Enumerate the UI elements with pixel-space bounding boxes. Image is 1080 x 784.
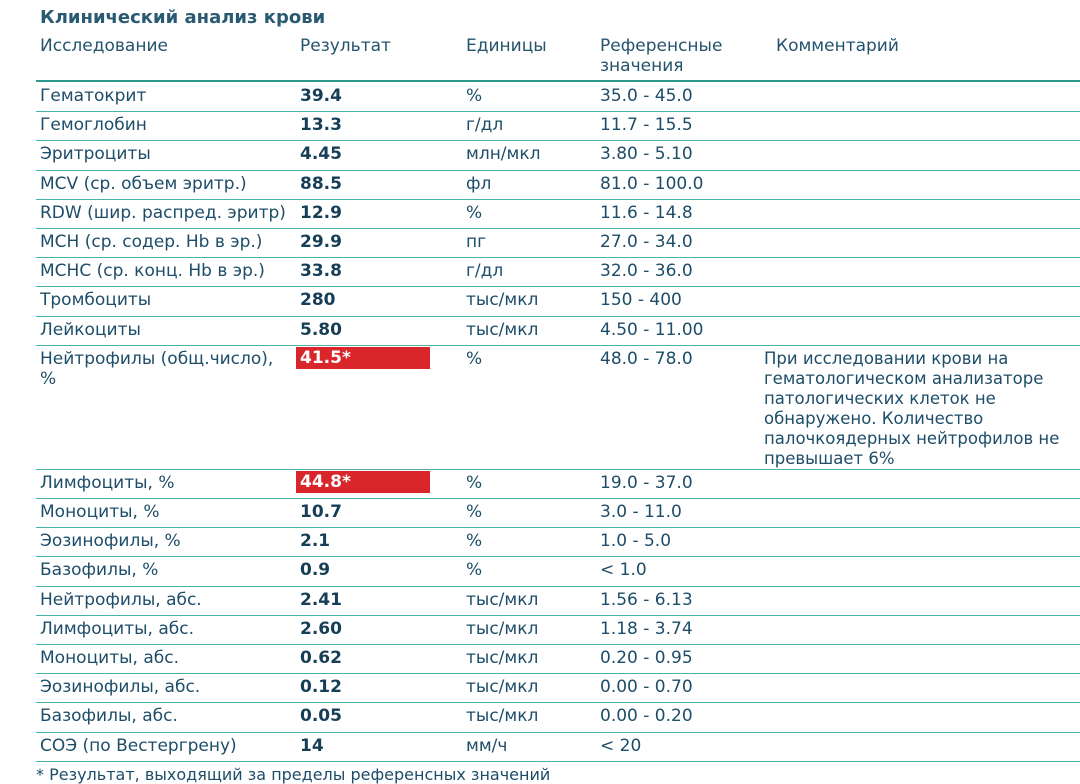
table-row (36, 527, 1080, 557)
reference-range: 19.0 - 37.0 (600, 472, 693, 493)
reference-range: 1.18 - 3.74 (600, 618, 693, 639)
test-name: Моноциты, % (40, 502, 160, 522)
reference-range: 4.50 - 11.00 (600, 319, 704, 340)
column-header-result: Результат (300, 36, 391, 56)
result-value: 0.9 (300, 560, 331, 581)
table-row (36, 111, 1080, 141)
table-header (0, 34, 1080, 82)
units: тыс/мкл (466, 319, 539, 340)
table-row (36, 228, 1080, 258)
units: тыс/мкл (466, 618, 539, 639)
result-value: 13.3 (300, 115, 342, 136)
result-value: 2.41 (300, 589, 342, 610)
units: млн/мкл (466, 144, 541, 165)
result-value: 0.62 (300, 648, 342, 668)
reference-range: < 20 (600, 735, 642, 756)
units: % (466, 348, 483, 369)
reference-range: 1.56 - 6.13 (600, 589, 693, 610)
column-header-test: Исследование (40, 36, 168, 56)
units: % (466, 502, 483, 522)
test-name: Базофилы, % (40, 560, 159, 581)
result-value-flagged: 44.8* (296, 471, 430, 493)
units: тыс/мкл (466, 290, 539, 311)
units: тыс/мкл (466, 589, 539, 610)
units: фл (466, 173, 492, 194)
test-name: Гематокрит (40, 86, 147, 106)
units: пг (466, 232, 487, 252)
test-name: СОЭ (по Вестергрену) (40, 735, 237, 756)
units: % (466, 202, 483, 223)
result-value: 280 (300, 290, 336, 311)
reference-range: 11.6 - 14.8 (600, 202, 693, 223)
test-name: MCH (ср. содер. Hb в эр.) (40, 232, 263, 252)
reference-range: < 1.0 (600, 560, 647, 581)
test-name: Эритроциты (40, 144, 151, 165)
reference-range: 3.0 - 11.0 (600, 502, 682, 522)
result-value: 10.7 (300, 502, 342, 522)
test-name: Гемоглобин (40, 115, 147, 136)
result-value: 29.9 (300, 232, 342, 252)
table-row (36, 316, 1080, 346)
reference-range: 27.0 - 34.0 (600, 232, 693, 252)
table-row (36, 615, 1080, 645)
table-row (36, 345, 1080, 470)
result-value: 2.1 (300, 531, 331, 552)
table-row (36, 498, 1080, 528)
units: г/дл (466, 261, 504, 282)
column-header-reference (600, 36, 722, 76)
column-header-reference-line2: значения (600, 56, 684, 76)
result-value: 2.60 (300, 618, 342, 639)
table-row (36, 140, 1080, 170)
table-row (36, 732, 1080, 762)
test-name: Лимфоциты, % (40, 472, 175, 493)
units: % (466, 560, 483, 581)
reference-range: 35.0 - 45.0 (600, 86, 693, 106)
test-name: MCHC (ср. конц. Hb в эр.) (40, 261, 265, 282)
units: тыс/мкл (466, 706, 539, 727)
test-name: Тромбоциты (40, 290, 152, 311)
reference-range: 48.0 - 78.0 (600, 348, 693, 369)
test-name: RDW (шир. распред. эритр) (40, 202, 286, 223)
units: мм/ч (466, 735, 508, 756)
result-value-flagged: 41.5* (296, 347, 430, 369)
result-value: 0.12 (300, 677, 342, 698)
test-name: Эозинофилы, абс. (40, 677, 201, 698)
table-row (36, 257, 1080, 287)
units: % (466, 86, 483, 106)
result-value: 4.45 (300, 144, 342, 165)
units: % (466, 472, 483, 493)
comment-text: При исследовании крови на гематологическом анализаторе патологических клеток не обнаружено. Количество палочкоядерных нейтрофилов не превышает 6% (764, 348, 1060, 468)
test-name: Лейкоциты (40, 319, 141, 340)
reference-range: 11.7 - 15.5 (600, 115, 693, 136)
column-header-units: Единицы (466, 36, 547, 56)
table-row (36, 644, 1080, 674)
test-name: Моноциты, абс. (40, 648, 179, 668)
reference-range: 0.20 - 0.95 (600, 648, 693, 668)
table-row (36, 586, 1080, 616)
table-row (36, 170, 1080, 200)
result-value: 0.05 (300, 706, 342, 727)
units: тыс/мкл (466, 648, 539, 668)
units: г/дл (466, 115, 504, 136)
table-row (36, 199, 1080, 229)
result-value: 33.8 (300, 261, 342, 282)
reference-range: 32.0 - 36.0 (600, 261, 693, 282)
test-name: Эозинофилы, % (40, 531, 181, 552)
units: % (466, 531, 483, 552)
test-name: MCV (ср. объем эритр.) (40, 173, 247, 194)
table-row (36, 82, 1080, 112)
result-value: 39.4 (300, 86, 342, 106)
reference-range: 1.0 - 5.0 (600, 531, 672, 552)
test-name: Лимфоциты, абс. (40, 618, 194, 639)
result-value: 14 (300, 735, 324, 756)
test-name: Нейтрофилы (общ.число), % (40, 348, 274, 389)
result-value: 88.5 (300, 173, 342, 194)
test-name: Нейтрофилы, абс. (40, 589, 202, 610)
table-row (36, 556, 1080, 586)
column-header-comment: Комментарий (776, 36, 899, 56)
reference-range: 3.80 - 5.10 (600, 144, 693, 165)
result-value: 12.9 (300, 202, 342, 223)
reference-range: 0.00 - 0.20 (600, 706, 693, 727)
table-row (36, 469, 1080, 499)
table-row (36, 702, 1080, 732)
reference-range: 0.00 - 0.70 (600, 677, 693, 698)
report-title: Клинический анализ крови (40, 7, 326, 28)
table-row (36, 673, 1080, 703)
reference-range: 150 - 400 (600, 290, 682, 311)
table-row (36, 286, 1080, 316)
test-name: Базофилы, абс. (40, 706, 178, 727)
footnote: * Результат, выходящий за пределы референсных значений (36, 765, 551, 784)
column-header-reference-line1: Референсные (600, 36, 723, 56)
reference-range: 81.0 - 100.0 (600, 173, 704, 194)
units: тыс/мкл (466, 677, 539, 698)
result-value: 5.80 (300, 319, 342, 340)
